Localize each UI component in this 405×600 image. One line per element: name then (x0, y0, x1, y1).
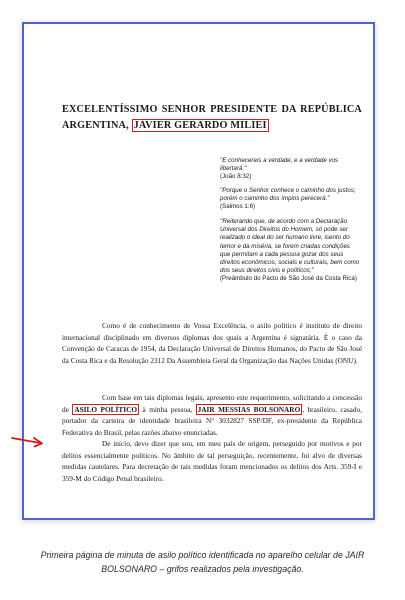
paragraph-2 (62, 392, 362, 439)
red-arrow-icon (10, 434, 46, 448)
epigraph-2-source: (Salmos 1:6) (220, 203, 256, 211)
paragraph-2-text-c: , brasileiro, casado, portador da carteira de identidade brasileira N° 3032827 SSP/DF, ex-presidente da República Federativa do Brasil, pelas razões abaixo enunciadas. (62, 404, 363, 438)
name-highlight: JAIR MESSIAS BOLSONARO (197, 404, 301, 414)
epigraph-3-source: (Preâmbulo do Pacto de São José da Costa Rica) (220, 275, 357, 283)
epigraph-2-quote: "Porque o Senhor conhece o caminho dos justos; porém o caminho dos ímpios perecerá." (220, 187, 356, 203)
addressee-name-highlight: JAVIER GERARDO MILIEI (133, 120, 267, 131)
addressee-title: EXCELENTÍSSIMO SENHOR PRESIDENTE DA REPÚBLICA ARGENTINA, (62, 104, 362, 131)
paragraph-2-text-a: Com base em tais diplomas legais, apresento este requerimento, solicitando a concessão de (62, 393, 362, 414)
epigraph-3-quote: "Reiterando que, de acordo com a Declaração Universal dos Direitos do Homem, só pode ser realizado o ideal do ser humano livre, isento do temor e da miséria, se forem criadas condições que permitam a cada pessoa gozar dos seus direitos econômicos, sociais e culturais, bem como dos seus direitos civis e políticos;" (220, 218, 360, 275)
paragraph-2-text-b: à minha pessoa, (142, 404, 193, 414)
epigraph-1 (220, 157, 362, 182)
epigraph-2 (220, 187, 362, 212)
paragraph-1 (62, 320, 362, 367)
figure-caption: Primeira página de minuta de asilo político identificada no aparelho celular de JAIR BOLSONARO – grifos realizados pela investigação. (40, 550, 365, 574)
document-page (22, 22, 375, 520)
epigraph-1-source: (João 8:32) (220, 173, 252, 181)
epigraph-1-quote: "E conhecereis a verdade, e a verdade vos libertará." (220, 157, 339, 173)
addressee-heading (62, 102, 362, 134)
asylum-highlight: ASILO POLÍTICO (74, 404, 138, 414)
epigraph-3 (220, 218, 362, 284)
paragraph-3 (62, 438, 362, 485)
paragraph-1-text: Como é de conhecimento de Vossa Excelência, o asilo político é instituto de direito internacional disciplinado em diversos diplomas dos quais a Argentina é signatária. É o caso da Convenção de Caracas de 1954, da Declaração Universal de Direitos Humanos, do Pacto de São José da Costa Rica e da Resolução 2312 Da Assembleia Geral da Organização das Nações Unidas (ONU). (62, 321, 362, 366)
paragraph-3-text: De início, devo dizer que sou, em meu país de origem, perseguido por motivos e por delitos essencialmente políticos. No âmbito de tal perseguição, recentemente, fui alvo de diversas medidas cautelares. Para decretação de tais medidas foram mencionados os delitos dos Arts. 359-I e 359-M do Código Penal brasileiro. (62, 439, 362, 484)
